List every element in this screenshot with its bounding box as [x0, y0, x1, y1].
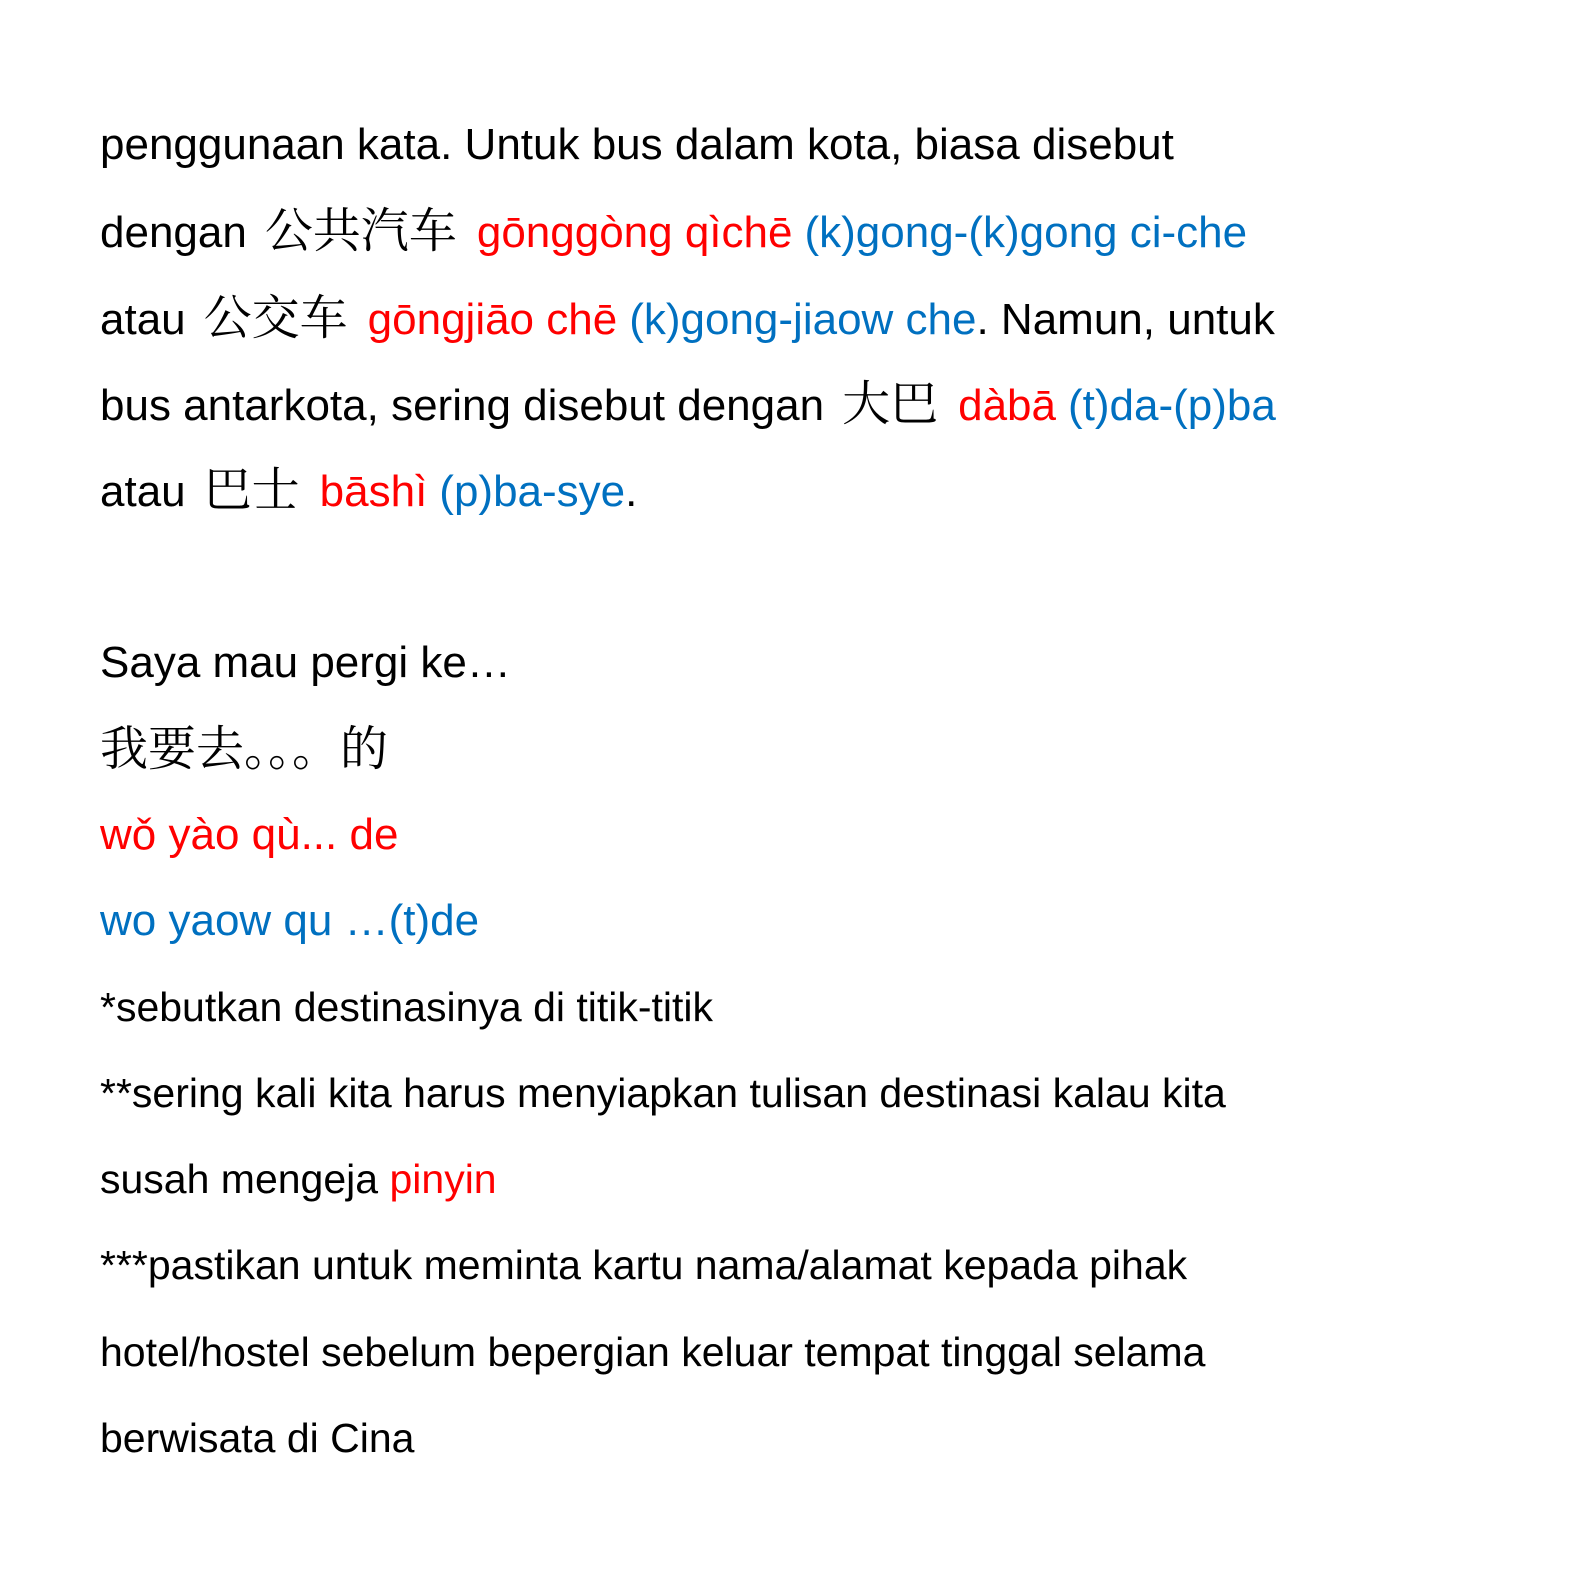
- paragraph-line-4: [100, 374, 1276, 434]
- text: Saya mau pergi ke…: [100, 638, 511, 687]
- hanzi-term: 公交车: [203, 290, 348, 346]
- hanzi-term: 大巴: [842, 376, 939, 432]
- document-page: [100, 0, 1520, 1576]
- note-3-line-1: [100, 1235, 1187, 1295]
- pronunciation-guide: (p)ba-sye: [439, 467, 626, 516]
- paragraph-line-5: [100, 460, 637, 520]
- text: . Namun, untuk: [976, 295, 1275, 344]
- pinyin-term: pinyin: [389, 1156, 497, 1202]
- text: berwisata di Cina: [100, 1415, 415, 1461]
- text: .: [625, 467, 638, 516]
- hanzi-term: 公共汽车: [264, 203, 457, 259]
- pinyin-term: dàbā: [958, 381, 1056, 430]
- pronunciation-guide: (t)da-(p)ba: [1067, 381, 1276, 430]
- pinyin-term: gōnggòng qìchē: [476, 208, 793, 257]
- pinyin-term: gōngjiāo chē: [367, 295, 618, 344]
- text: *sebutkan destinasinya di titik-titik: [100, 984, 714, 1030]
- pinyin-phrase: wǒ yào qù... de: [100, 810, 399, 859]
- note-3-line-3: [100, 1408, 415, 1468]
- phrase-pronunciation: [100, 891, 479, 951]
- hanzi-term: 巴士: [203, 462, 300, 518]
- text: hotel/hostel sebelum bepergian keluar tempat tinggal selama: [100, 1329, 1206, 1375]
- text: ***pastikan untuk meminta kartu nama/alamat kepada pihak: [100, 1242, 1188, 1288]
- paragraph-line-3: [100, 288, 1275, 348]
- hanzi-phrase: 我要去。。。的: [100, 721, 389, 777]
- note-2-line-1: [100, 1063, 1226, 1123]
- text: penggunaan kata. Untuk bus dalam kota, biasa disebut: [100, 120, 1174, 169]
- phrase-hanzi: [100, 719, 408, 779]
- phrase-pinyin: [100, 805, 398, 865]
- note-2-line-2: [100, 1149, 497, 1209]
- text: susah mengeja: [100, 1156, 379, 1202]
- text: atau: [100, 295, 186, 344]
- pinyin-term: bāshì: [319, 467, 428, 516]
- phrase-indonesian: [100, 633, 511, 693]
- pronunciation-guide: (k)gong-(k)gong ci-che: [804, 208, 1248, 257]
- text: bus antarkota, sering disebut dengan: [100, 381, 825, 430]
- text: dengan: [100, 208, 247, 257]
- paragraph-line-2: [100, 201, 1247, 261]
- pronunciation-guide: (k)gong-jiaow che: [629, 295, 977, 344]
- note-3-line-2: [100, 1322, 1205, 1382]
- text: atau: [100, 467, 186, 516]
- text: **sering kali kita harus menyiapkan tulisan destinasi kalau kita: [100, 1070, 1226, 1116]
- pronunciation-guide: wo yaow qu …(t)de: [100, 896, 480, 945]
- note-1: [100, 977, 713, 1037]
- paragraph-line-1: [100, 115, 1174, 175]
